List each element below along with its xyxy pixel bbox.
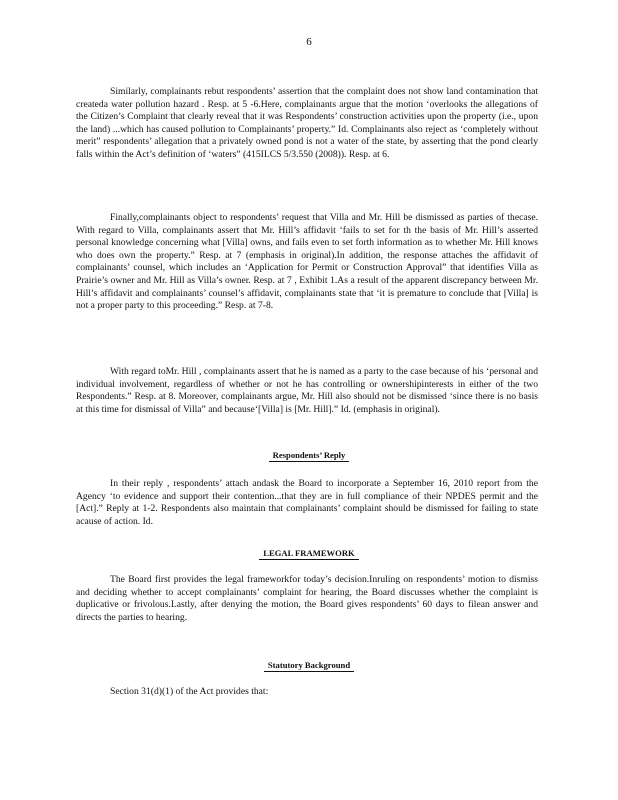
paragraph-dismissal-hill [76, 366, 538, 416]
paragraph-text: The Board first provides the legal frameworkfor today’s decision.Inruling on respondents’ motion to dismiss and deciding whether to accept complainants’ complaint for hearing, the Board discusses whether the complaint is duplicative or frivolous.Lastly, after denying the motion, the Board gives respondents’ 60 days to filean answer and directs the parties to hearing. [76, 574, 538, 623]
paragraph-section-31 [76, 686, 538, 699]
paragraph-dismissal-villa [76, 212, 538, 313]
paragraph-text: In their reply , respondents’ attach andask the Board to incorporate a September 16, 2010 report from the Agency ‘to evidence and support their contention...that they are in full compliance of their NPDES permit and the [Act].” Reply at 1-2. Respondents also maintain that complainants’ complaint should be dismissed for failing to state acause of action. Id. [76, 478, 538, 527]
heading-legal-framework [0, 548, 618, 560]
paragraph-text: Section 31(d)(1) of the Act provides that: [110, 686, 269, 697]
heading-text: Respondents’ Reply [269, 450, 350, 462]
paragraph-text: Finally,complainants object to respondents’ request that Villa and Mr. Hill be dismissed as parties of thecase. With regard to Villa, complainants assert that Mr. Hill’s affidavit ‘fails to set for th the basis of Mr. Hill’s asserted personal knowledge concerning what [Villa] owns, and fails even to set forth information as to whether Mr. Hill knows who does own the property.” Resp. at 7 (emphasis in original).In addition, the response attaches the affidavit of complainants’ counsel, which includes an ‘Application for Permit or Construction Approval” that identifies Villa as Prairie’s owner and Mr. Hill as Villa’s owner. Resp. at 7 , Exhibit 1.As a result of the apparent discrepancy between Mr. Hill’s affidavit and complainants’ counsel’s affidavit, complainants state that ‘it is premature to conclude that [Villa] is not a proper party to this proceeding.” Resp. at 7-8. [76, 212, 538, 312]
heading-text: LEGAL FRAMEWORK [259, 548, 358, 560]
heading-text: Statutory Background [264, 660, 354, 672]
paragraph-text: Similarly, complainants rebut respondents’ assertion that the complaint does not show land contamination that createda water pollution hazard . Resp. at 5 -6.Here, complainants argue that the motion ‘overlooks the allegations of the Citizen’s Complaint that clearly reveal that it was Respondents’ construction activities upon the property (i.e., upon the land) ...which has caused pollution to Complainants’ property.” Id. Complainants also reject as ‘completely without merit” respondents’ allegation that a privately owned pond is not a water of the state, by asserting that the pond clearly falls within the Act’s definition of ‘waters” (415ILCS 5/3.550 (2008)). Resp. at 6. [76, 86, 538, 160]
page-number: 6 [306, 36, 312, 48]
paragraph-complaint-contamination [76, 86, 538, 162]
paragraph-text: With regard toMr. Hill , complainants assert that he is named as a party to the case because of his ‘personal and individual involvement, regardless of whether or not he has controlling or ownershipinterests in either of the two Respondents.” Resp. at 8. Moreover, complainants argue, Mr. Hill also should not be dismissed ‘since there is no basis at this time for dismissal of Villa” and because‘[Villa] is [Mr. Hill].” Id. (emphasis in original). [76, 366, 538, 415]
paragraph-legal-framework [76, 574, 538, 624]
heading-respondents-reply [0, 450, 618, 462]
heading-statutory-background [0, 660, 618, 672]
paragraph-reply [76, 478, 538, 528]
